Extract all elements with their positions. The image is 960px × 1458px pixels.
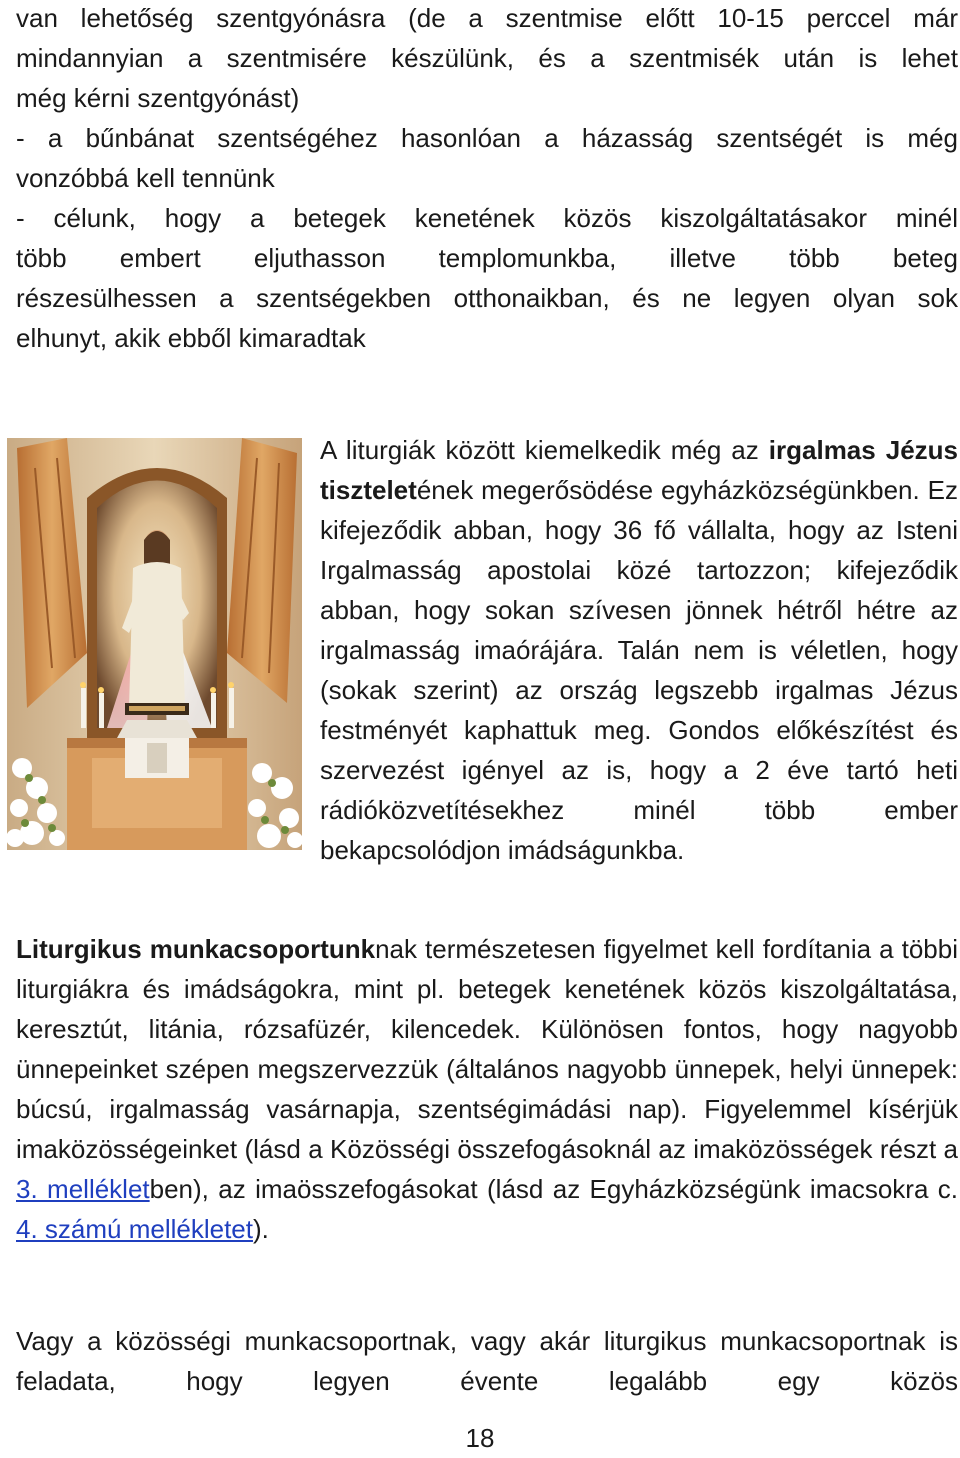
p1-line-3: még kérni szentgyónást) — [16, 83, 300, 113]
p1-line-6: - célunk, hogy a betegek kenetének közös kiszolgáltatásakor minél — [16, 203, 958, 233]
link-3-melleklet[interactable]: 3. melléklet — [16, 1174, 150, 1204]
p1-line-2: mindannyian a szentmisére készülünk, és a szentmisék után is lehet — [16, 43, 958, 73]
p1-line-4: - a bűnbánat szentségéhez hasonlóan a házasság szentségét is még — [16, 123, 958, 153]
p3-bold-liturgikus-munkacsoport: Liturgikus munkacsoportunk — [16, 934, 376, 964]
p1-line-9: elhunyt, akik ebből kimaradtak — [16, 323, 366, 353]
paragraph-3 — [16, 929, 958, 1249]
p1-line-1: van lehetőség szentgyónásra (de a szentmise előtt 10-15 perccel már — [16, 3, 958, 33]
p2-bold-irgalmas-jezus: irgalmas Jézus tisztelet — [320, 435, 958, 505]
page-number: 18 — [465, 1423, 495, 1453]
p1-line-8: részesülhessen a szentségekben otthonaikban, és ne legyen olyan sok — [16, 283, 958, 313]
p4-text: Vagy a közösségi munkacsoportnak, vagy akár liturgikus munkacsoportnak is feladata, hogy legyen évente legalább egy közös — [16, 1326, 958, 1396]
p2-intro: A liturgiák között kiemelkedik még az — [320, 435, 769, 465]
divine-mercy-image-icon — [7, 438, 302, 850]
paragraph-1 — [16, 0, 958, 358]
p3-text-2: ben), az imaösszefogásokat (lásd az Egyházközségünk imacsokra c. — [149, 1174, 958, 1204]
link-4-szamu-melleklet[interactable]: 4. számú mellékletet — [16, 1214, 253, 1244]
divine-mercy-photo — [7, 438, 302, 850]
paragraph-2 — [16, 430, 958, 870]
paragraph-4 — [16, 1321, 958, 1401]
p2-body: ének megerősödése egyházközségünkben. Ez kifejeződik abban, hogy 36 fő vállalta, hogy az Isteni Irgalmasság apostolai közé tartozzon; kifejeződik abban, hogy sokan szívesen jönnek hétről hétre az irgalmasság imaórájára. Talán nem is véletlen, hogy (sokak szerint) az ország legszebb irgalmas Jézus festményét kaphattuk meg. Gondos előkészítést és szervezést igényel az is, hogy a 2 éve tartó heti rádióközvetítésekhez minél több ember bekapcsolódjon imádságunkba. — [320, 475, 958, 865]
p1-line-7: több embert eljuthasson templomunkba, illetve több beteg — [16, 243, 958, 273]
p3-text-1: nak természetesen figyelmet kell fordítania a többi liturgiákra és imádságokra, mint pl. betegek kenetének közös kiszolgáltatása, keresztút, litánia, rózsafüzér, kilencedek. Különösen fontos, hogy nagyobb ünnepeinket szépen megszervezzük (általános nagyobb ünnepek, helyi ünnepek: búcsú, irgalmasság vasárnapja, szentségimádási nap). Figyelemmel kísérjük imaközösségeinket (lásd a Közösségi összefogásoknál az imaközösségek részt a — [16, 934, 958, 1164]
p1-line-5: vonzóbbá kell tennünk — [16, 163, 275, 193]
p3-text-3: ). — [252, 1214, 269, 1244]
